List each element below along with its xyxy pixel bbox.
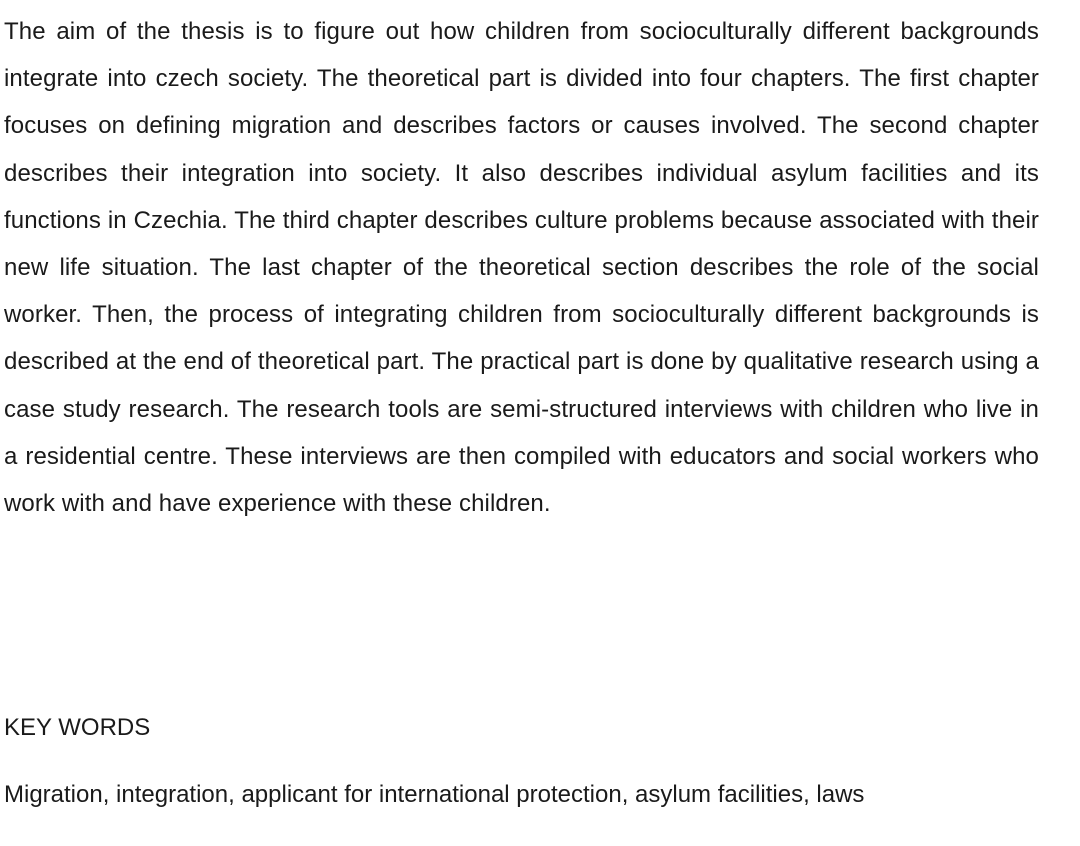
keywords-heading: KEY WORDS (4, 714, 151, 741)
keywords-list: Migration, integration, applicant for international protection, asylum facilities, laws (4, 781, 865, 808)
abstract-paragraph: The aim of the thesis is to figure out how children from socioculturally different backgrounds integrate into czech society. The theoretical part is divided into four chapters. The first chapter focuses on defining migration and describes factors or causes involved. The second chapter describes their integration into society. It also describes individual asylum facilities and its functions in Czechia. The third chapter describes culture problems because associated with their new life situation. The last chapter of the theoretical section describes the role of the social worker. Then, the process of integrating children from socioculturally different backgrounds is described at the end of theoretical part. The practical part is done by qualitative research using a case study research. The research tools are semi-structured interviews with children who live in a residential centre. These interviews are then compiled with educators and social workers who work with and have experience with these children. (4, 18, 1039, 518)
document-page (4, 8, 1039, 808)
